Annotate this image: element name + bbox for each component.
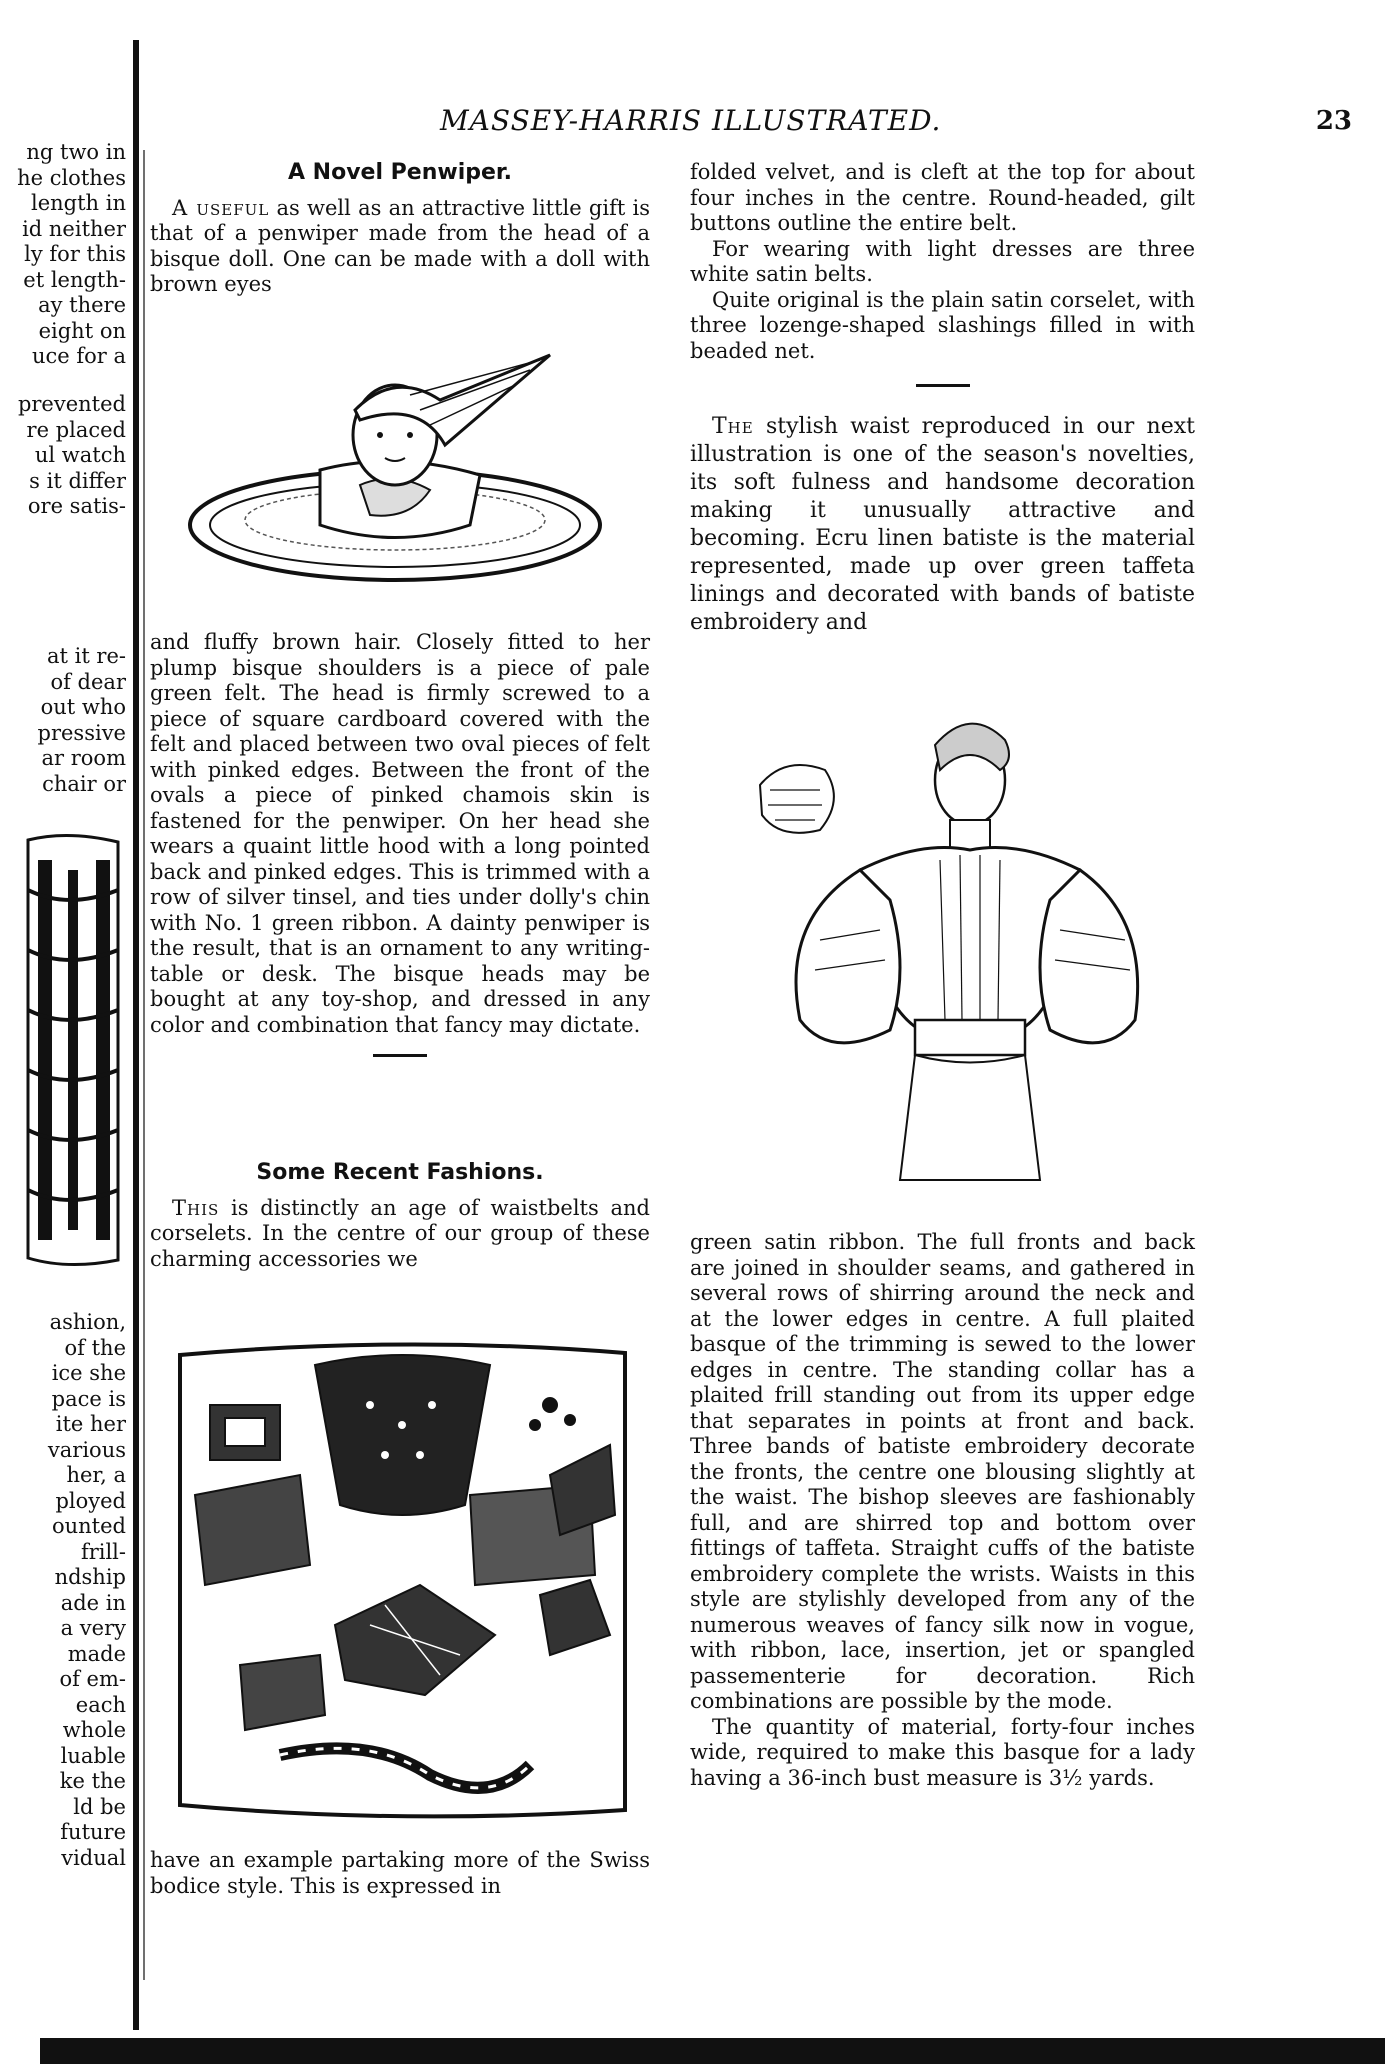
- fragment-line: ar room: [41, 746, 126, 770]
- fragment-line: ng two in: [26, 140, 126, 164]
- fragment-line: ay there: [38, 293, 126, 317]
- fragment-line: ndship: [54, 1565, 126, 1589]
- fragment-line: eight on: [38, 318, 126, 343]
- fragment-line: uce for a: [31, 344, 126, 368]
- article-fashions-body: [150, 1848, 650, 1899]
- fragment-line: re placed: [26, 417, 126, 442]
- paragraph-text: as well as an attractive little gift is that of a penwiper made from the head of a bisque doll. One can be made with a doll with brown eyes: [150, 195, 651, 296]
- lead-word: A useful: [172, 195, 270, 220]
- article-paragraph: Quite original is the plain satin corselet, with three lozenge-shaped slashings filled in with beaded net.: [690, 287, 1195, 363]
- left-fragment-block-1: [6, 140, 126, 370]
- fragment-line: prevented: [17, 392, 126, 416]
- stylish-waist-illustration: [740, 700, 1160, 1200]
- fragment-line: ashion,: [49, 1310, 126, 1334]
- article-paragraph: [150, 196, 650, 298]
- article-paragraph: have an example partaking more of the Swiss bodice style. This is expressed in: [150, 1848, 650, 1898]
- running-header: [150, 104, 1380, 140]
- fragment-line: frill-: [80, 1539, 126, 1564]
- paragraph-text: stylish waist reproduced in our next illustration is one of the season's novelties, its soft fulness and handsome decoration making it unusually attractive and becoming. Ecru linen batiste is the material represented, made up over green taffeta linings and decorated with bands of batiste embroidery and: [690, 414, 1195, 635]
- left-fragment-block-3: [6, 644, 126, 797]
- fragment-line: at it re-: [46, 644, 126, 668]
- fragment-line: of the: [64, 1335, 126, 1360]
- fragment-line: future: [60, 1820, 126, 1844]
- article-paragraph: and fluffy brown hair. Closely fitted to her plump bisque shoulders is a piece of pale green felt. The head is firmly screwed to a piece of square cardboard covered with the felt and placed between two oval pieces of felt with pinked edges. Between the front of the ovals a piece of pinked chamois skin is fastened for the penwiper. On her head she wears a quaint little hood with a long pointed back and pinked edges. This is trimmed with a row of silver tinsel, and ties under dolly's chin with No. 1 green ribbon. A dainty penwiper is the result, that is an ornament to any writing-table or desk. The bisque heads may be bought at any toy-shop, and dressed in any color and combination that fancy may dictate.: [150, 630, 650, 1037]
- column-2-top: [690, 160, 1195, 637]
- fragment-line: ade in: [60, 1590, 126, 1615]
- fragment-line: whole: [62, 1718, 126, 1742]
- fragment-line: ld be: [73, 1794, 126, 1819]
- bottom-edge-rule: [40, 2038, 1385, 2064]
- article-heading: Some Recent Fashions.: [256, 1160, 544, 1185]
- fragment-line: out who: [40, 695, 126, 719]
- article-paragraph: green satin ribbon. The full fronts and back are joined in shoulder seams, and gathered in several rows of shirring around the neck and at the lower edges in centre. A full plaited basque of the trimming is sewed to the lower edges in centre. The standing collar has a plaited frill standing out from its upper edge that separates in points at front and back. Three bands of batiste embroidery decorate the fronts, the centre one blousing slightly at the waist. The bishop sleeves are fashionably full, and are shirred top and bottom over fittings of taffeta. Straight cuffs of the batiste embroidery complete the wrists. Waists in this style are stylishly developed from any of the numerous weaves of fancy silk now in vogue, with ribbon, lace, insertion, jet or spangled passementerie for decoration. Rich combinations are possible by the mode.: [690, 1230, 1195, 1713]
- gutter-rule: [133, 40, 139, 2030]
- fragment-line: her, a: [66, 1463, 126, 1487]
- cropped-lace-illustration: [8, 830, 128, 1270]
- fragment-line: a very: [60, 1616, 126, 1640]
- fragment-line: each: [75, 1692, 126, 1717]
- fragment-line: various: [47, 1437, 126, 1462]
- fragment-line: luable: [60, 1743, 126, 1768]
- waistbelts-group-illustration: [170, 1335, 635, 1825]
- fragment-line: ke the: [59, 1769, 126, 1793]
- penwiper-doll-illustration: [170, 350, 620, 590]
- paragraph-text: is distinctly an age of waistbelts and corselets. In the centre of our group of these charming accessories we: [150, 1195, 650, 1271]
- fragment-line: ul watch: [34, 443, 126, 467]
- article-penwiper-body: [150, 630, 650, 1057]
- fragment-line: ployed: [55, 1488, 126, 1513]
- fragment-line: of dear: [50, 669, 126, 694]
- fragment-line: pace is: [51, 1386, 126, 1411]
- fragment-line: chair or: [42, 771, 126, 796]
- fragment-line: ounted: [51, 1514, 126, 1538]
- article-paragraph: [150, 1196, 650, 1273]
- article-heading: A Novel Penwiper.: [288, 160, 512, 185]
- article-paragraph: The quantity of material, forty-four inches wide, required to make this basque for a lady having a 36-inch bust measure is 3½ yards.: [690, 1714, 1195, 1790]
- gutter-rule-inner: [143, 150, 145, 1980]
- article-paragraph: folded velvet, and is cleft at the top for about four inches in the centre. Round-headed, gilt buttons outline the entire belt.: [690, 160, 1195, 235]
- page-number: 23: [1315, 106, 1352, 136]
- lead-word: The: [712, 414, 754, 439]
- fragment-line: ore satis-: [27, 494, 126, 518]
- fragment-line: ite her: [55, 1412, 126, 1436]
- corsage-detail: [760, 765, 834, 833]
- running-title: MASSEY-HARRIS ILLUSTRATED.: [440, 104, 942, 137]
- fragment-line: et length-: [23, 267, 126, 292]
- section-divider: [916, 384, 970, 387]
- article-penwiper-intro: [150, 160, 650, 298]
- column-2-bottom: [690, 1230, 1195, 1791]
- left-fragment-block-4: [6, 1310, 126, 1871]
- article-paragraph: [690, 413, 1195, 637]
- article-paragraph: For wearing with light dresses are three white satin belts.: [690, 236, 1195, 286]
- fragment-line: s it differ: [29, 468, 126, 493]
- fragment-line: of em-: [59, 1667, 126, 1691]
- fragment-line: ly for this: [24, 242, 126, 266]
- article-fashions-intro: [150, 1160, 650, 1272]
- fragment-line: made: [67, 1641, 126, 1666]
- fragment-line: length in: [31, 191, 126, 215]
- lead-word: This: [172, 1195, 220, 1220]
- left-fragment-block-2: [6, 392, 126, 520]
- fragment-line: he clothes: [17, 165, 126, 190]
- section-divider: [373, 1054, 427, 1057]
- fragment-line: ice she: [51, 1361, 126, 1385]
- fragment-line: vidual: [61, 1845, 126, 1870]
- fragment-line: pressive: [37, 720, 126, 745]
- fragment-line: id neither: [22, 216, 126, 241]
